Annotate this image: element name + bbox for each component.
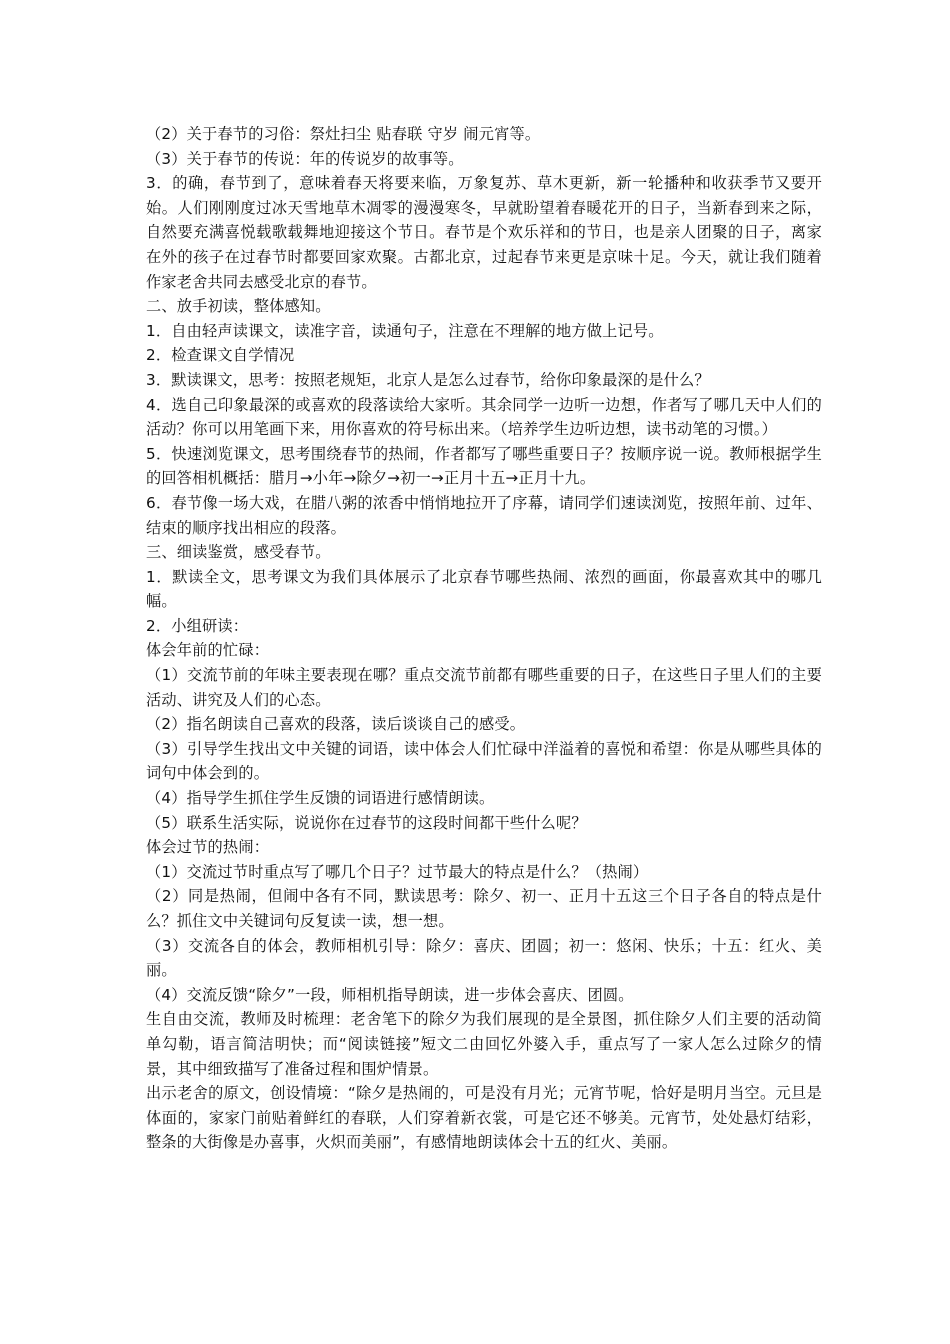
subheading-before-festival: 体会年前的忙碌： xyxy=(146,641,270,660)
paragraph-festival-1: （1）交流过节时重点写了哪几个日子？过节最大的特点是什么？（热闹） xyxy=(146,862,649,881)
paragraph-festival-2: （2）同是热闹，但闹中各有不同，默读思考：除夕、初一、正月十五这三个日子各自的特点是什么？抓住文中关键词句反复读一读，想一想。 xyxy=(146,887,822,930)
paragraph-intro: 3．的确，春节到了，意味着春天将要来临，万象复苏、草木更新，新一轮播种和收获季节又要开始。人们刚刚度过冰天雪地草木凋零的漫漫寒冬，早就盼望着春暖花开的日子，当新春到来之际，自然要充满喜悦载歌载舞地迎接这个节日。春节是个欢乐祥和的节日，也是亲人团聚的日子，离家在外的孩子在过春节时都要回家欢聚。古都北京，过起春节来更是京味十足。今天，就让我们随着作家老舍共同去感受北京的春节。 xyxy=(146,174,822,291)
paragraph-quote: 出示老舍的原文，创设情境：“除夕是热闹的，可是没有月光；元宵节呢，恰好是明月当空。元旦是体面的，家家门前贴着鲜红的春联，人们穿着新衣裳，可是它还不够美。元宵节，处处悬灯结彩，整条的大街像是办喜事，火炽而美丽”，有感情地朗读体会十五的红火、美丽。 xyxy=(146,1084,822,1152)
paragraph-summary: 生自由交流，教师及时梳理：老舍笔下的除夕为我们展现的是全景图，抓住除夕人们主要的活动简单勾勒，语言简洁明快；而“阅读链接”短文二由回忆外婆入手，重点写了一家人怎么过除夕的情景，其中细致描写了准备过程和围炉情景。 xyxy=(146,1010,822,1078)
paragraph-read-1: 1．默读全文，思考课文为我们具体展示了北京春节哪些热闹、浓烈的画面，你最喜欢其中的哪几幅。 xyxy=(146,567,822,611)
paragraph-before-1: （1）交流节前的年味主要表现在哪？重点交流节前都有哪些重要的日子，在这些日子里人们的主要活动、讲究及人们的心态。 xyxy=(146,666,822,709)
paragraph-step-3: 3．默读课文，思考：按照老规矩，北京人是怎么过春节，给你印象最深的是什么？ xyxy=(146,370,710,389)
paragraph-custom: （2）关于春节的习俗：祭灶扫尘 贴春联 守岁 闹元宵等。 xyxy=(146,125,541,143)
paragraph-before-5: （5）联系生活实际，说说你在过春节的这段时间都干些什么呢？ xyxy=(146,813,587,832)
paragraph-before-3: （3）引导学生找出文中关键的词语，读中体会人们忙碌中洋溢着的喜悦和希望：你是从哪些具体的词句中体会到的。 xyxy=(146,739,822,783)
subheading-festival: 体会过节的热闹： xyxy=(146,838,270,857)
paragraph-before-2: （2）指名朗读自己喜欢的段落，读后谈谈自己的感受。 xyxy=(146,715,526,734)
paragraph-step-4: 4．选自己印象最深的或喜欢的段落读给大家听。其余同学一边听一边想，作者写了哪几天中人们的活动？你可以用笔画下来，用你喜欢的符号标出来。（培养学生边听边想，读书动笔的习惯。） xyxy=(146,395,822,439)
paragraph-step-2: 2．检查课文自学情况 xyxy=(146,346,295,365)
section-heading-3: 三、细读鉴赏，感受春节。 xyxy=(146,543,331,562)
paragraph-step-6: 6．春节像一场大戏，在腊八粥的浓香中悄悄地拉开了序幕，请同学们速读浏览，按照年前、过年、结束的顺序找出相应的段落。 xyxy=(146,493,822,537)
paragraph-legend: （3）关于春节的传说：年的传说岁的故事等。 xyxy=(146,149,464,168)
paragraph-read-2: 2．小组研读： xyxy=(146,616,249,635)
document-body xyxy=(146,122,822,1155)
paragraph-before-4: （4）指导学生抓住学生反馈的词语进行感情朗读。 xyxy=(146,789,495,808)
paragraph-step-1: 1．自由轻声读课文，读准字音，读通句子，注意在不理解的地方做上记号。 xyxy=(146,321,664,340)
paragraph-festival-4: （4）交流反馈“除夕”一段，师相机指导朗读，进一步体会喜庆、团圆。 xyxy=(146,985,634,1004)
paragraph-festival-3: （3）交流各自的体会，教师相机引导：除夕：喜庆、团圆；初一：悠闲、快乐；十五：红火、美丽。 xyxy=(146,936,822,980)
paragraph-step-5: 5．快速浏览课文，思考围绕春节的热闹，作者都写了哪些重要日子？按顺序说一说。教师根据学生的回答相机概括：腊月→小年→除夕→初一→正月十五→正月十九。 xyxy=(146,444,822,488)
section-heading-2: 二、放手初读，整体感知。 xyxy=(146,297,331,316)
